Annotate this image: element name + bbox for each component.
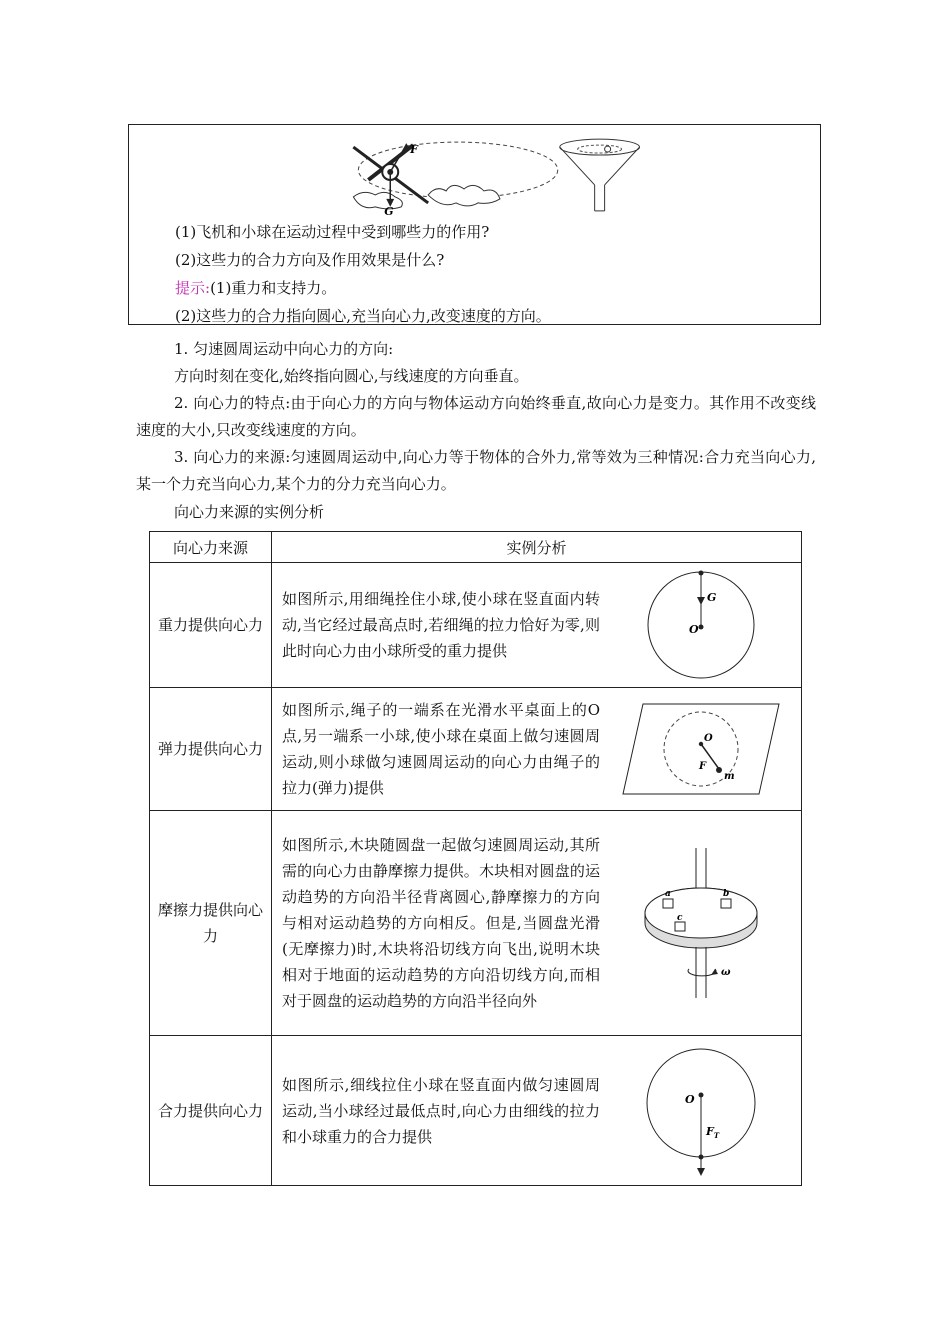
source-analysis-table xyxy=(149,531,802,1186)
analysis-cell xyxy=(272,1036,802,1186)
point-1-body: 方向时刻在变化,始终指向圆心,与线速度的方向垂直。 xyxy=(174,367,529,385)
omega-label: ω xyxy=(720,967,731,978)
cloud xyxy=(353,192,402,209)
table-row xyxy=(150,811,802,1036)
point-2: 2. 向心力的特点:由于向心力的方向与物体运动方向始终垂直,故向心力是变力。其作用不改变线速度的大小,只改变线速度的方向。 xyxy=(136,394,816,439)
rotating-disc-figure xyxy=(641,843,761,1003)
source-cell: 合力提供向心力 xyxy=(150,1036,272,1186)
block-c-label: c xyxy=(676,913,682,923)
table-row xyxy=(150,688,802,811)
analysis-text: 如图所示,绳子的一端系在光滑水平桌面上的O点,另一端系一小球,使小球在桌面上做匀速圆周运动,则小球做匀速圆周运动的向心力由绳子的拉力(弹力)提供 xyxy=(282,701,600,797)
answer-1-text: (1)重力和支持力。 xyxy=(210,279,337,297)
point-3: 3. 向心力的来源:匀速圆周运动中,向心力等于物体的合外力,常等效为三种情况:合力充当向心力,某一个力充当向心力,某个力的分力充当向心力。 xyxy=(136,448,816,493)
source-cell: 重力提供向心力 xyxy=(150,563,272,688)
table-plane-figure xyxy=(621,699,781,799)
analysis-text: 如图所示,木块随圆盘一起做匀速圆周运动,其所需的向心力由静摩擦力提供。木块相对圆盘的运动趋势的方向沿半径背离圆心,静摩擦力的方向与相对运动趋势的方向相反。但是,当圆盘光滑(无摩擦力)时,木块将沿切线方向飞出,说明木块相对于地面的运动趋势的方向沿切线方向,而相对于圆盘的运动趋势的方向沿半径向外 xyxy=(282,836,600,1010)
mass-label: m xyxy=(723,771,735,782)
force-label: F xyxy=(698,761,706,772)
force-label: F xyxy=(410,143,418,157)
header-source: 向心力来源 xyxy=(150,532,272,563)
table-caption: 向心力来源的实例分析 xyxy=(174,503,325,521)
tension-label: $F_T$ xyxy=(705,1124,719,1140)
analysis-cell xyxy=(272,811,802,1036)
answer-2: (2)这些力的合力指向圆心,充当向心力,改变速度的方向。 xyxy=(175,307,551,325)
header-analysis: 实例分析 xyxy=(272,532,802,563)
table-row xyxy=(150,1036,802,1186)
analysis-text: 如图所示,用细绳拴住小球,使小球在竖直面内转动,当它经过最高点时,若细绳的拉力恰好为零,则此时向心力由小球所受的重力提供 xyxy=(282,590,600,660)
hint-label: 提示: xyxy=(175,279,211,297)
gravity-label: G xyxy=(384,204,394,218)
analysis-cell xyxy=(272,688,802,811)
question-box xyxy=(128,124,821,325)
center-label: O xyxy=(688,623,699,636)
question-1: (1)飞机和小球在运动过程中受到哪些力的作用? xyxy=(175,223,490,241)
point-1-heading: 1. 匀速圆周运动中向心力的方向: xyxy=(174,340,394,358)
analysis-text: 如图所示,细线拉住小球在竖直面内做匀速圆周运动,当小球经过最低点时,向心力由细线的拉力和小球重力的合力提供 xyxy=(282,1075,600,1146)
source-cell: 摩擦力提供向心力 xyxy=(150,811,272,1036)
funnel xyxy=(560,139,640,211)
block-b-label: b xyxy=(722,889,729,899)
center-label: O xyxy=(703,733,713,744)
gravity-circle-figure xyxy=(641,569,761,681)
table-header-row xyxy=(150,532,802,563)
block-a-label: a xyxy=(664,889,671,899)
table-row xyxy=(150,563,802,688)
box-figures xyxy=(129,125,820,220)
answer-1 xyxy=(175,277,336,299)
source-cell: 弹力提供向心力 xyxy=(150,688,272,811)
question-2: (2)这些力的合力方向及作用效果是什么? xyxy=(175,251,445,269)
cloud xyxy=(428,185,500,205)
analysis-cell xyxy=(272,563,802,688)
center-label: O xyxy=(684,1092,695,1106)
gravity-label: G xyxy=(706,591,716,604)
tension-circle-figure xyxy=(641,1045,761,1177)
